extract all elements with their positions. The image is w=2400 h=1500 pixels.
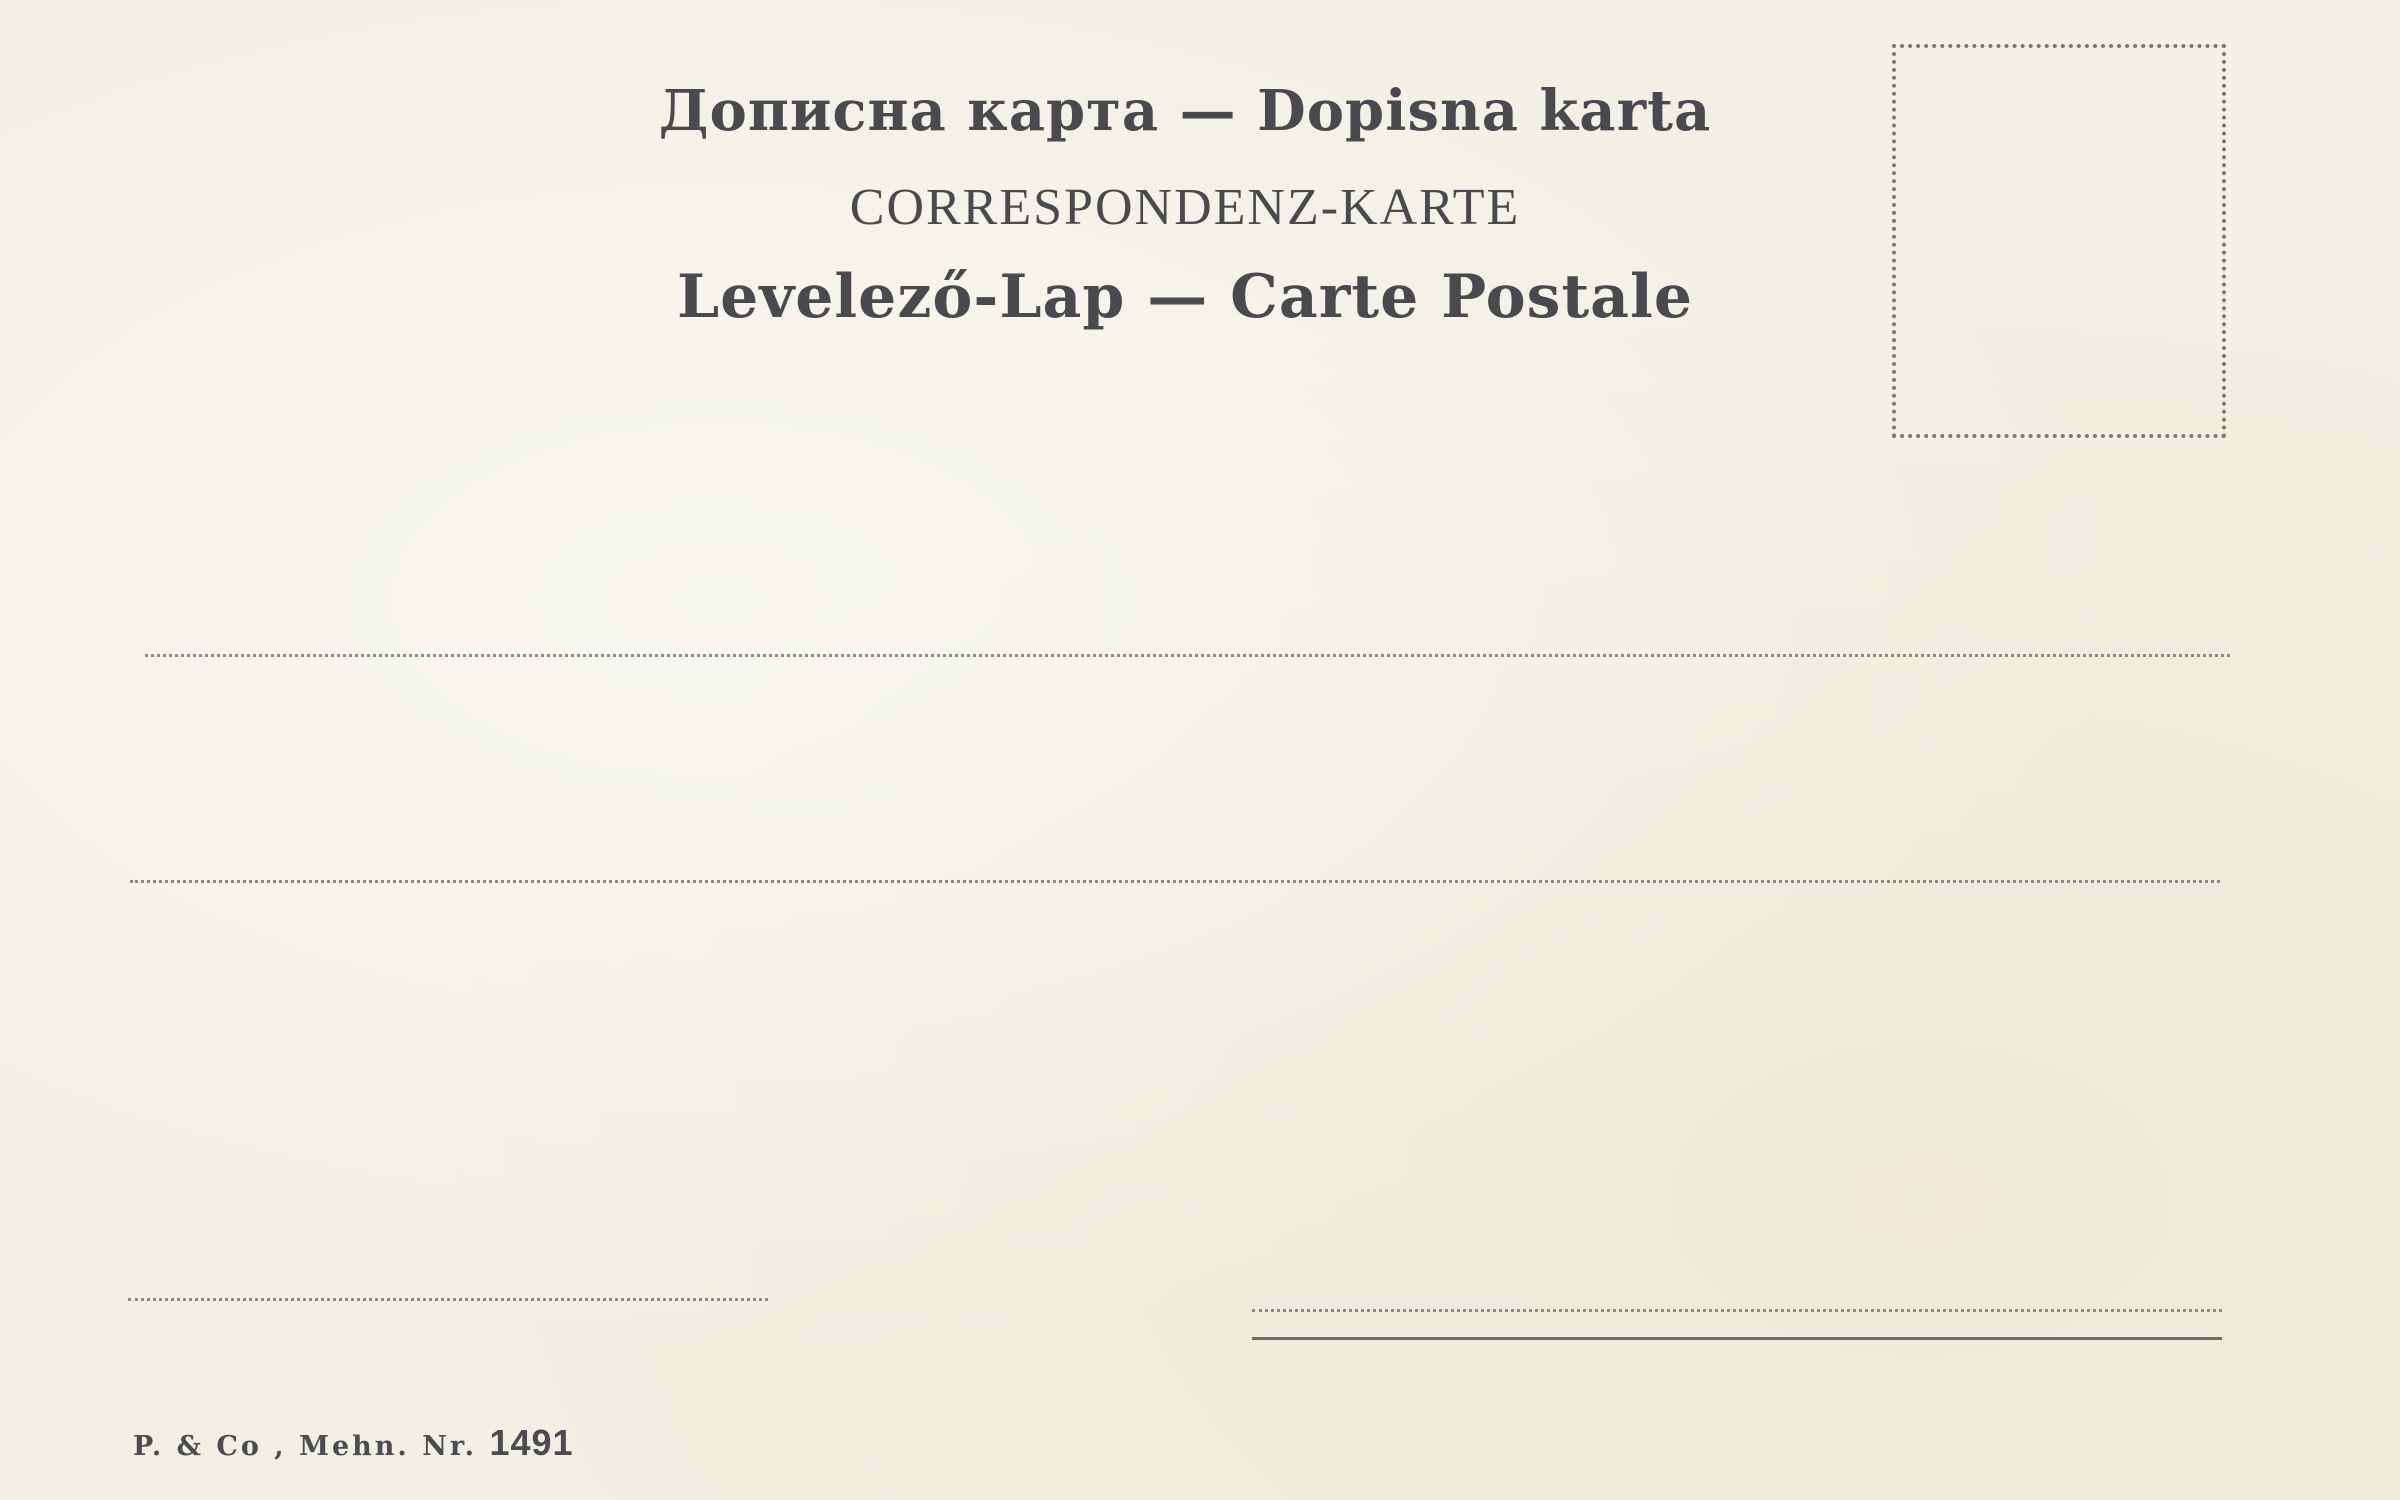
publisher-imprint bbox=[133, 1422, 574, 1464]
address-underline bbox=[1252, 1337, 2222, 1340]
stamp-box bbox=[1892, 44, 2226, 438]
title-german: CORRESPONDENZ-KARTE bbox=[849, 179, 1521, 236]
publisher-text: P. & Co , Mehn. Nr. bbox=[133, 1431, 478, 1462]
card-number: 1491 bbox=[489, 1422, 574, 1463]
title-serbian: Дописна карта — Dopisna karta bbox=[658, 78, 1712, 144]
address-line-4 bbox=[1252, 1309, 2222, 1312]
title-hungarian-french: Levelező-Lap — Carte Postale bbox=[676, 262, 1694, 332]
address-line-3 bbox=[128, 1298, 768, 1301]
address-line-1 bbox=[145, 654, 2230, 657]
address-line-2 bbox=[130, 880, 2220, 883]
